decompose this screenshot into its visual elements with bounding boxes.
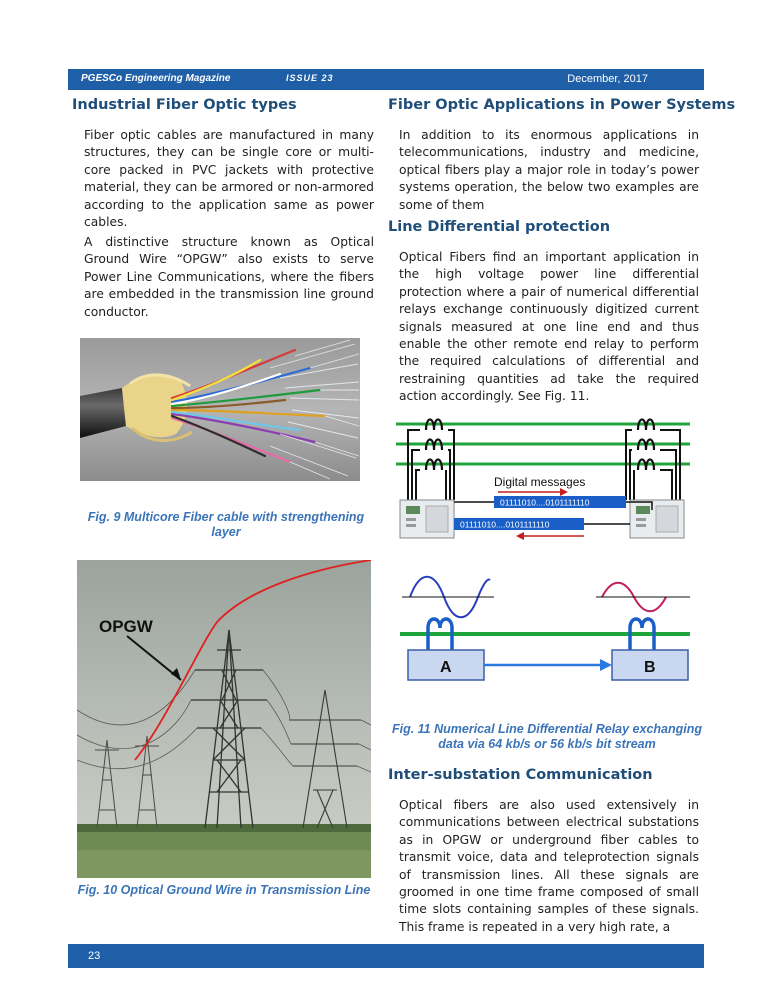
- fig10-caption: Fig. 10 Optical Ground Wire in Transmission Line: [77, 883, 371, 897]
- relay-right: [630, 500, 684, 538]
- header-bar: [68, 69, 704, 90]
- relay-b-label: B: [644, 659, 656, 676]
- fig10-opgw-photo: [77, 560, 371, 878]
- left-paragraph-1: Fiber optic cables are manufactured in many structures, they can be single core or multi-core packed in PVC jackets with protective material, they can be armored or non-armored according to the application same as power cables.: [84, 128, 374, 230]
- fig11-differential-diagram: [390, 410, 696, 685]
- bitstream-bottom: 01111010....0101111110: [460, 519, 550, 530]
- issue-label: ISSUE 23: [286, 73, 334, 83]
- relay-left: [400, 500, 454, 538]
- fig10-opgw-label: OPGW: [99, 617, 153, 636]
- right-paragraph-3: Optical fibers are also used extensively in communications between electrical substations as in OPGW or underground fiber cables to transmit voice, data and teleprotection signals of transmission lines. All these signals are groomed in one time frame composed of small time slots containing samples of these signals. This frame is repeated in a very high rate, a: [399, 798, 699, 934]
- subheading-line-differential: Line Differential protection: [388, 219, 611, 235]
- digital-messages-label: Digital messages: [494, 475, 586, 489]
- bitstream-top: 01111010....0101111110: [500, 497, 590, 508]
- left-paragraph-2: A distinctive structure known as Optical Ground Wire “OPGW” also exists to serve Power Line Communications, where the fibers are embedded in the transmission line ground conductor.: [84, 235, 374, 319]
- right-paragraph-1: In addition to its enormous applications in telecommunications, industry and medicine, optical fibers play a major role in today’s power systems operation, the below two examples are some of them: [399, 128, 699, 212]
- fig11-caption: Fig. 11 Numerical Line Differential Relay exchanging data via 64 kb/s or 56 kb/s bit stream: [391, 722, 703, 751]
- page-number: 23: [88, 950, 101, 962]
- subheading-inter-substation: Inter-substation Communication: [388, 767, 653, 783]
- left-heading: Industrial Fiber Optic types: [72, 97, 297, 113]
- magazine-title: PGESCo Engineering Magazine: [81, 73, 231, 84]
- right-heading: Fiber Optic Applications in Power Systems: [388, 97, 736, 113]
- right-paragraph-2: Optical Fibers find an important application in the high voltage power line differential protection where a pair of numerical differential relays exchange continuously digitized current signals measured at one line end and thus enable the other remote end relay to perform the required calculations of differential and restraining quantities ad take the required action accordingly. See Fig. 11.: [399, 250, 699, 404]
- fig9-fiber-cable-photo: [80, 338, 360, 481]
- fig9-caption: Fig. 9 Multicore Fiber cable with strengthening layer: [87, 510, 365, 539]
- relay-a-label: A: [440, 659, 452, 676]
- footer-bar: [68, 944, 704, 968]
- issue-date: December, 2017: [567, 73, 648, 85]
